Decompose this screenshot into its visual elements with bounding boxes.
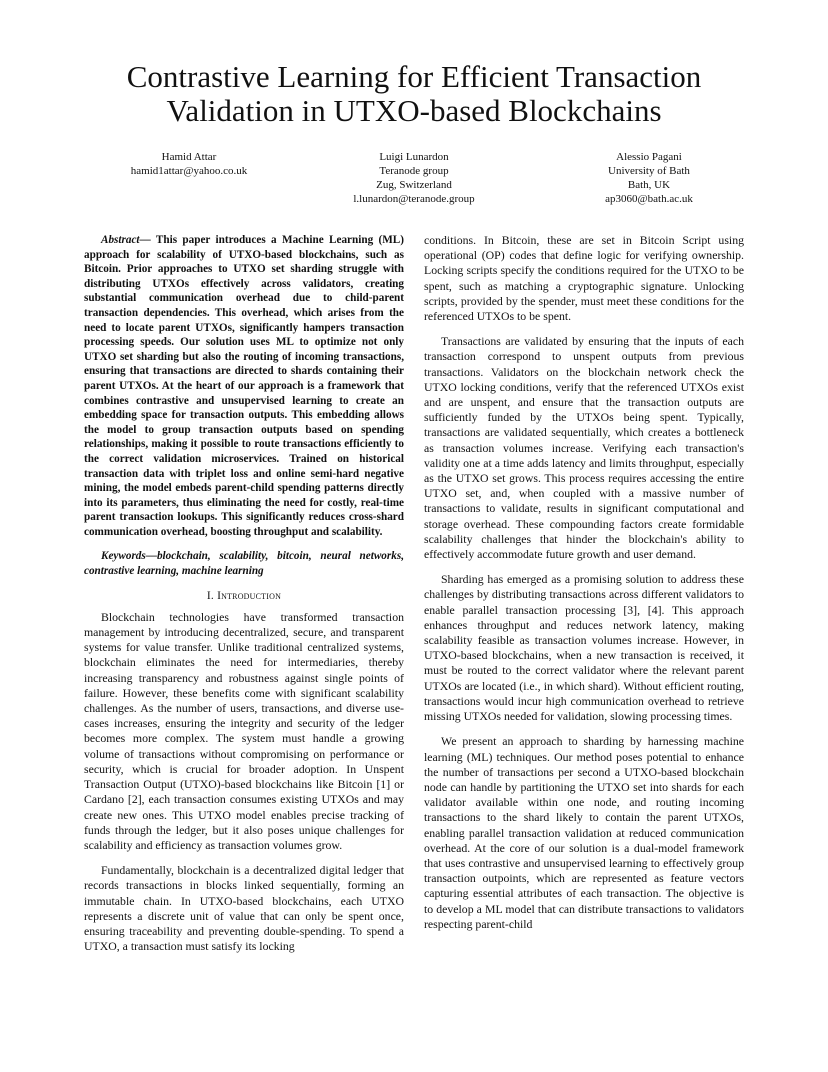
body-paragraph-continued: conditions. In Bitcoin, these are set in Bitcoin Script using operational (OP) codes that define logic for verifying ownership. Locking scripts specify the conditions required for the UTXO to be spent, such as matching a cryptographic signature. Unlocking scripts, provided by the spender, must meet these conditions for the referenced UTXOs to be spent. [424,233,744,324]
section-heading [84,589,404,604]
right-column [424,233,744,942]
author-affiliation: Teranode group [379,165,449,177]
abstract-label: Abstract [101,234,140,246]
left-column [84,233,404,964]
author-block-1 [104,150,274,178]
author-email: l.lunardon@teranode.group [353,193,475,205]
abstract [84,233,404,539]
section-title: Introduction [217,589,282,602]
author-block-3 [564,150,734,206]
body-paragraph: Transactions are validated by ensuring that the inputs of each transaction correspond to unspent outputs from previous transactions. Validators on the blockchain network check the UTXO locking conditions, verify that the referenced UTXOs exist and are unspent, and ensure that the transaction outputs are sufficiently funded by the UTXOs being spent. Typically, transactions are validated sequentially, which creates a bottleneck as transaction volumes increase. Verifying each transaction's validity one at a time adds latency and limits throughput, especially as the UTXO set grows. This process requires accessing the entire UTXO set, and, when coupled with a massive number of transactions to validate, results in significant computational and storage overhead. These compounding factors create formidable scalability challenges that hinder the blockchain's ability to effectively accommodate future growth and user demand. [424,334,744,562]
author-email: hamid1attar@yahoo.co.uk [130,165,248,177]
author-email: ap3060@bath.ac.uk [605,193,693,205]
body-paragraph: Blockchain technologies have transformed transaction management by introducing decentralized, secure, and transparent systems for value transfer. Unlike traditional centralized systems, blockchain eliminates the need for intermediaries, thereby increasing transparency and robustness against single points of failure. However, these benefits come with significant scalability challenges. As the number of users, transactions, and diverse use-cases increases, ensuring the integrity and security of the ledger becomes more complex. The system must handle a growing volume of transactions without compromising on performance or security, which is crucial for broader adoption. In Unspent Transaction Output (UTXO)-based blockchains like Bitcoin [1] or Cardano [2], each transaction consumes existing UTXOs and may create new ones. This UTXO model enables precise tracking of funds through the ledger, but it also poses unique challenges for scalability and efficiency as transaction volumes grow. [84,609,404,852]
author-name: Alessio Pagani [616,151,682,163]
author-block-2 [329,150,499,206]
author-location: Zug, Switzerland [376,179,452,191]
title-line-1: Contrastive Learning for Efficient Transaction [126,59,702,94]
body-paragraph: Sharding has emerged as a promising solution to address these challenges by distributing transactions across different validators to enable parallel transaction processing [3], [4]. This approach enhances throughput and reduces network latency, making scalability feasible as transaction volumes increase. However, in UTXO-based blockchains, when a new transaction is received, it must be routed to the correct validator where the relevant parent UTXOs are located (i.e., in which shard). Without efficient routing, transactions would incur high communication overhead to retrieve missing UTXOs needed for validation, slowing processing times. [424,572,744,724]
author-location: Bath, UK [627,179,671,191]
author-affiliation: University of Bath [608,165,690,177]
section-number: I. [206,589,214,602]
paper-title [60,60,768,128]
title-line-2: Validation in UTXO-based Blockchains [166,93,662,128]
keywords: Keywords—blockchain, scalability, bitcoin, neural networks, contrastive learning, machine learning [84,550,404,578]
abstract-text: — This paper introduces a Machine Learning (ML) approach for scalability of UTXO-based blockchains, such as Bitcoin. Prior approaches to UTXO set sharding struggle with distributing UTXOs effectively across validators, creating substantial communication overhead due to child-parent transaction dependencies. This overhead, which arises from the need to locate parent UTXOs, significantly hampers transaction processing speeds. Our solution uses ML to optimize not only UTXO set sharding but also the routing of incoming transactions, ensuring that transactions are directed to shards containing their parent UTXOs. At the heart of our approach is a framework that combines contrastive and unsupervised learning to create an embedding space for transaction outputs. This embedding allows the model to group transaction outputs based on spending relationships, making it possible to route transactions efficiently to the correct validation microservices. Trained on historical transaction data with triplet loss and online semi-hard negative mining, the model embeds parent-child spending patterns directly into its parameters, thus eliminating the need for costly, real-time parent transaction lookups. This significantly reduces cross-shard communication overhead, boosting throughput and scalability. [84,234,404,538]
author-name: Hamid Attar [161,151,217,163]
author-name: Luigi Lunardon [379,151,449,163]
body-paragraph: Fundamentally, blockchain is a decentralized digital ledger that records transactions in blocks linked sequentially, forming an immutable chain. In UTXO-based blockchains, each UTXO represents a discrete unit of value that can only be spent once, ensuring traceability and preventing double-spending. To spend a UTXO, a transaction must satisfy its locking [84,863,404,954]
body-paragraph: We present an approach to sharding by harnessing machine learning (ML) techniques. Our method poses potential to enhance the number of transactions per second a UTXO-based blockchain node can handle by partitioning the UTXO set into shards for each validator available within one node, and routing incoming transactions to the shard likely to contain the parent UTXOs, enabling parallel transaction validation at reduced communication overhead. At the core of our solution is a dual-model framework that uses contrastive and unsupervised learning to effectively group transaction outpoints, which are represented as feature vectors capturing essential attributes of each transaction. The objective is to develop a ML model that can distribute transactions to validators respecting parent-child [424,734,744,931]
